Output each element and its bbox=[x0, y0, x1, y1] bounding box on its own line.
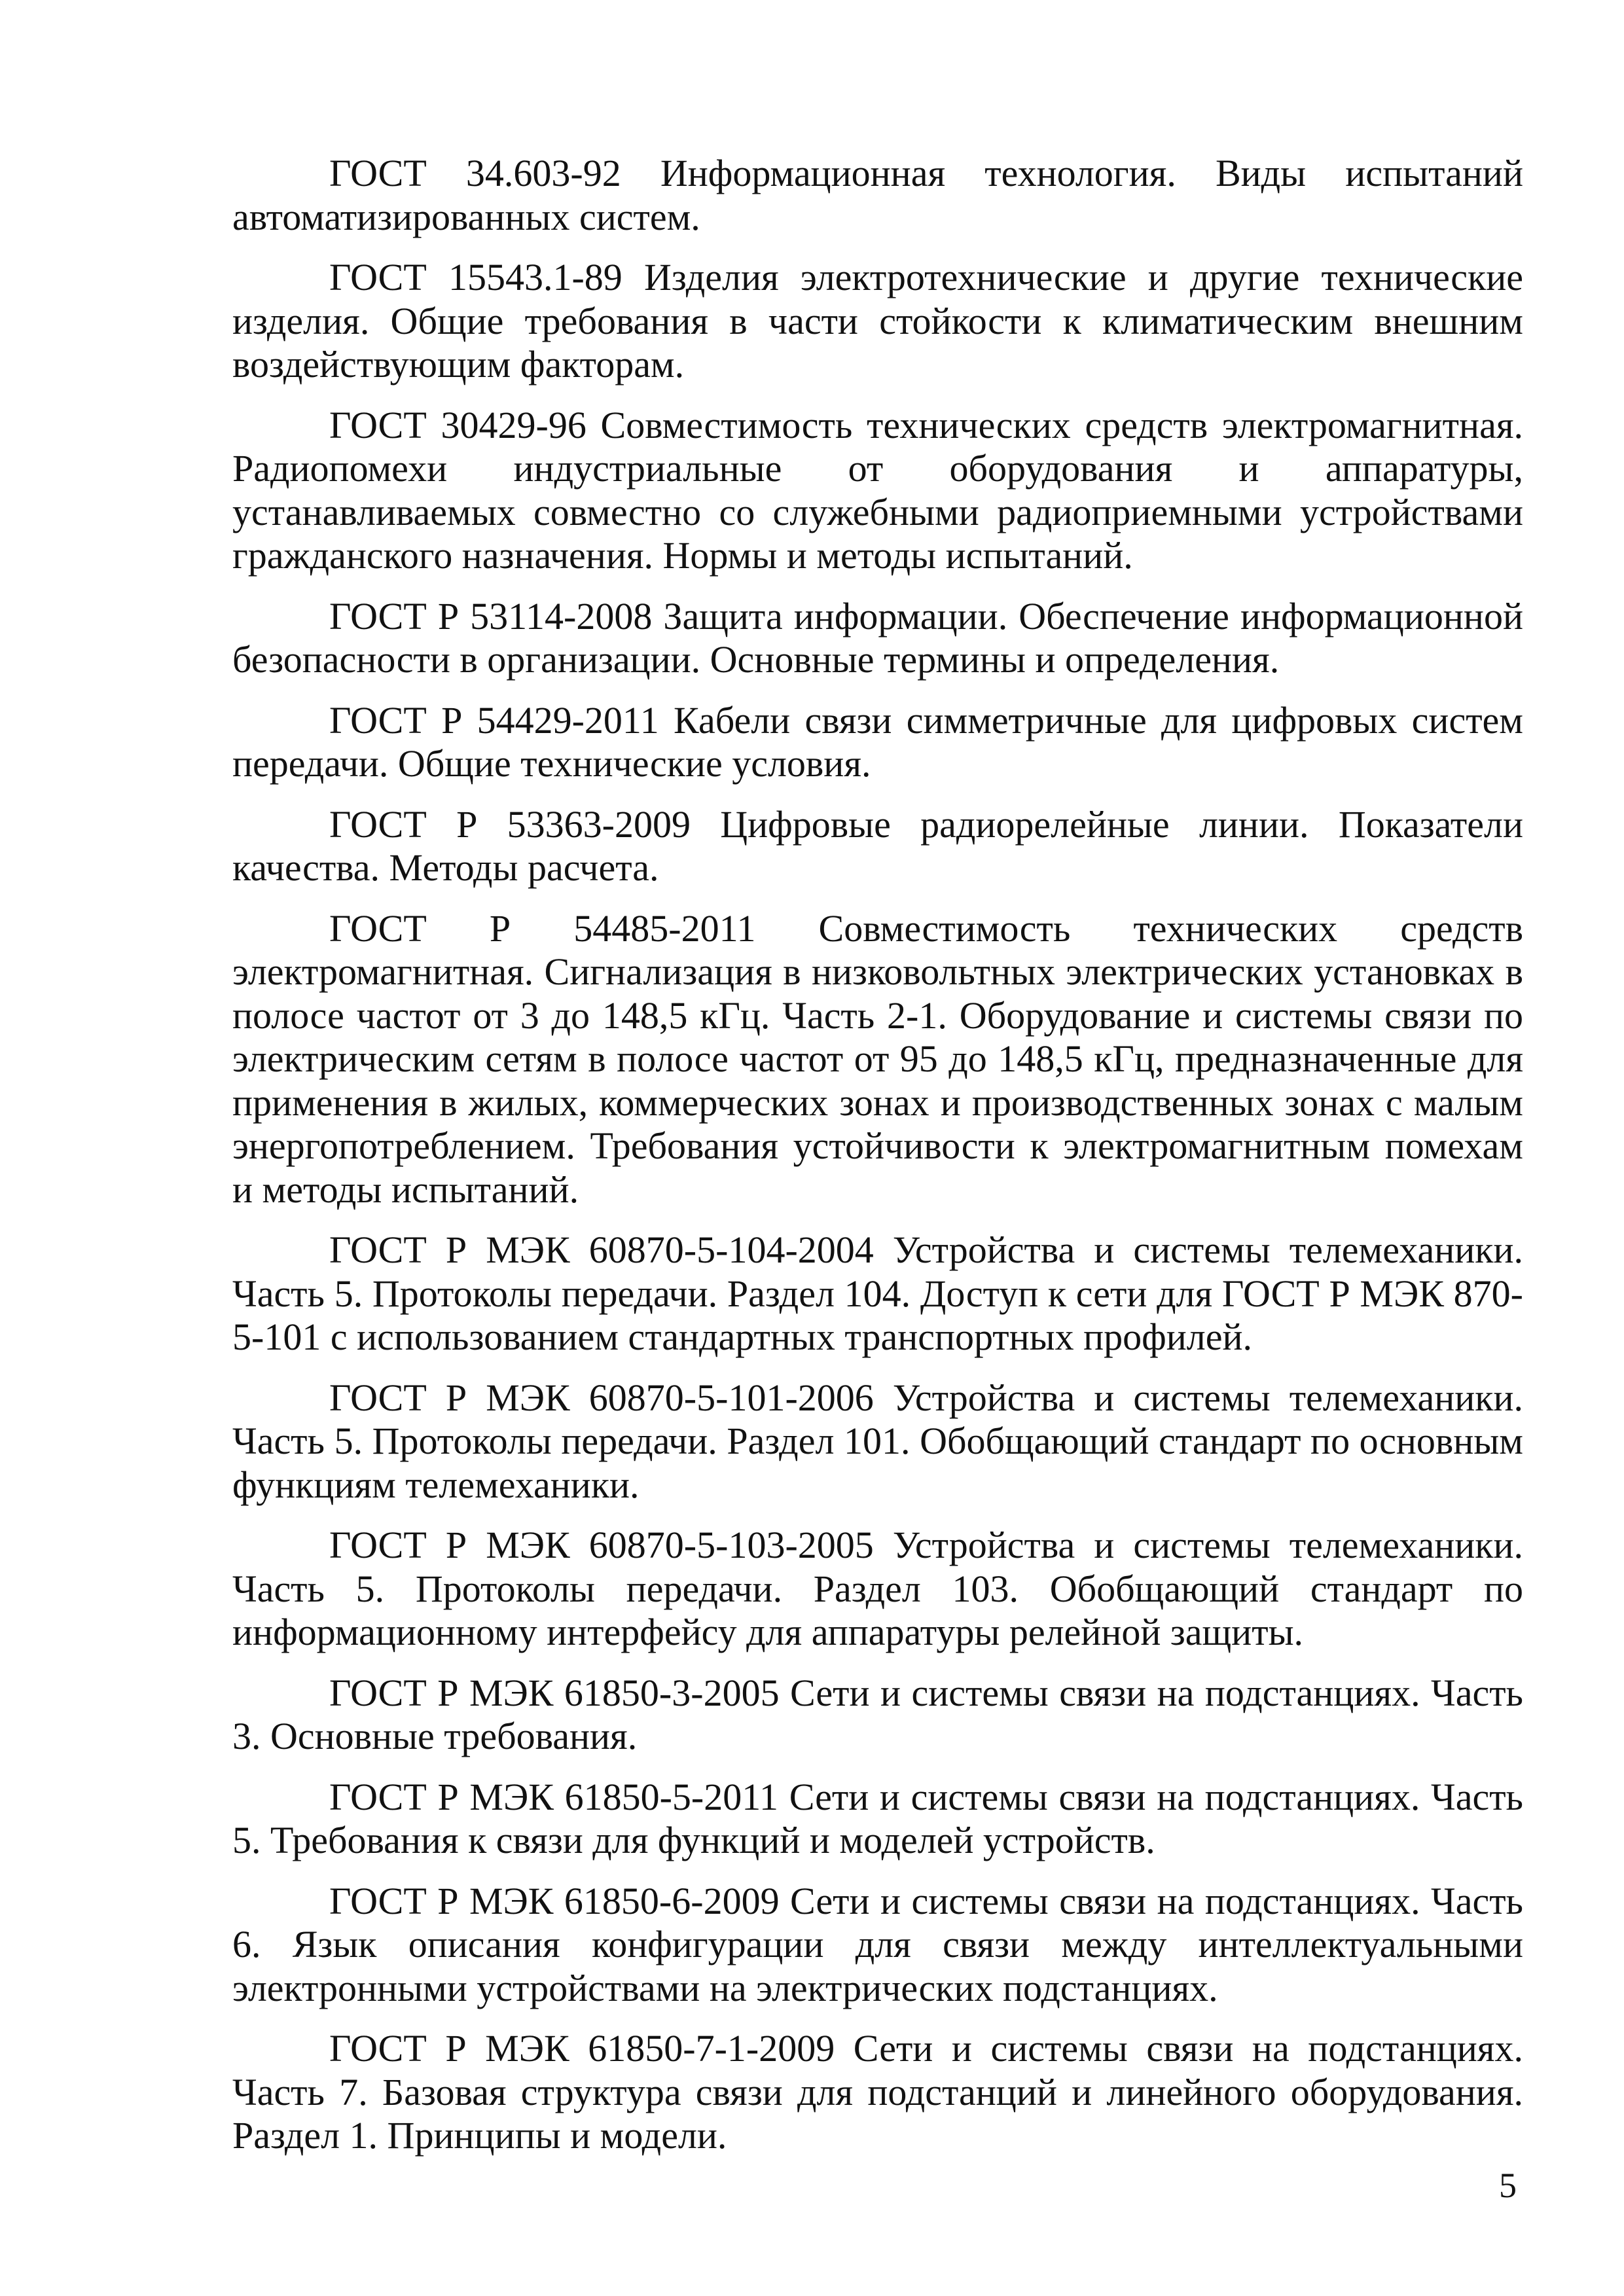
standard-reference-paragraph: ГОСТ Р МЭК 60870-5-101-2006 Устройства и системы телемеханики. Часть 5. Протоколы передачи. Раздел 101. Обобщающий стандарт по основным функциям телемеханики. bbox=[232, 1376, 1523, 1506]
standard-reference-paragraph: ГОСТ Р 54485-2011 Совместимость технических средств электромагнитная. Сигнализация в низковольтных электрических установках в полосе частот от 3 до 148,5 кГц. Часть 2-1. Оборудование и системы связи по электрическим сетям в полосе частот от 95 до 148,5 кГц, предназначенные для применения в жилых, коммерческих зонах и производственных зонах с малым энергопотреблением. Требования устойчивости к электромагнитным помехам и методы испытаний. bbox=[232, 906, 1523, 1211]
standard-reference-paragraph: ГОСТ Р МЭК 60870-5-103-2005 Устройства и системы телемеханики. Часть 5. Протоколы передачи. Раздел 103. Обобщающий стандарт по информационному интерфейсу для аппаратуры релейной защиты. bbox=[232, 1524, 1523, 1653]
standard-reference-paragraph: ГОСТ Р МЭК 60870-5-104-2004 Устройства и системы телемеханики. Часть 5. Протоколы передачи. Раздел 104. Доступ к сети для ГОСТ Р МЭК 870-5-101 с использованием стандартных транспортных профилей. bbox=[232, 1229, 1523, 1358]
standard-reference-paragraph: ГОСТ Р 53114-2008 Защита информации. Обеспечение информационной безопасности в организации. Основные термины и определения. bbox=[232, 594, 1523, 681]
standard-reference-paragraph: ГОСТ Р МЭК 61850-7-1-2009 Сети и системы связи на подстанциях. Часть 7. Базовая структура связи для подстанций и линейного оборудования. Раздел 1. Принципы и модели. bbox=[232, 2027, 1523, 2157]
standard-reference-paragraph: ГОСТ 15543.1-89 Изделия электротехнические и другие технические изделия. Общие требования в части стойкости к климатическим внешним воздействующим факторам. bbox=[232, 256, 1523, 386]
standard-reference-paragraph: ГОСТ Р 53363-2009 Цифровые радиорелейные линии. Показатели качества. Методы расчета. bbox=[232, 802, 1523, 889]
standard-reference-paragraph: ГОСТ Р МЭК 61850-5-2011 Сети и системы связи на подстанциях. Часть 5. Требования к связи для функций и моделей устройств. bbox=[232, 1775, 1523, 1861]
standard-reference-paragraph: ГОСТ Р МЭК 61850-3-2005 Сети и системы связи на подстанциях. Часть 3. Основные требования. bbox=[232, 1671, 1523, 1757]
page-number: 5 bbox=[1499, 2166, 1517, 2205]
standard-reference-paragraph: ГОСТ Р 54429-2011 Кабели связи симметричные для цифровых систем передачи. Общие технические условия. bbox=[232, 698, 1523, 785]
document-body bbox=[232, 152, 1523, 2175]
standard-reference-paragraph: ГОСТ 34.603-92 Информационная технология. Виды испытаний автоматизированных систем. bbox=[232, 152, 1523, 238]
standard-reference-paragraph: ГОСТ Р МЭК 61850-6-2009 Сети и системы связи на подстанциях. Часть 6. Язык описания конфигурации для связи между интеллектуальными электронными устройствами на электрических подстанциях. bbox=[232, 1879, 1523, 2009]
standard-reference-paragraph: ГОСТ 30429-96 Совместимость технических средств электромагнитная. Радиопомехи индустриальные от оборудования и аппаратуры, устанавливаемых совместно со служебными радиоприемными устройствами гражданского назначения. Нормы и методы испытаний. bbox=[232, 403, 1523, 577]
